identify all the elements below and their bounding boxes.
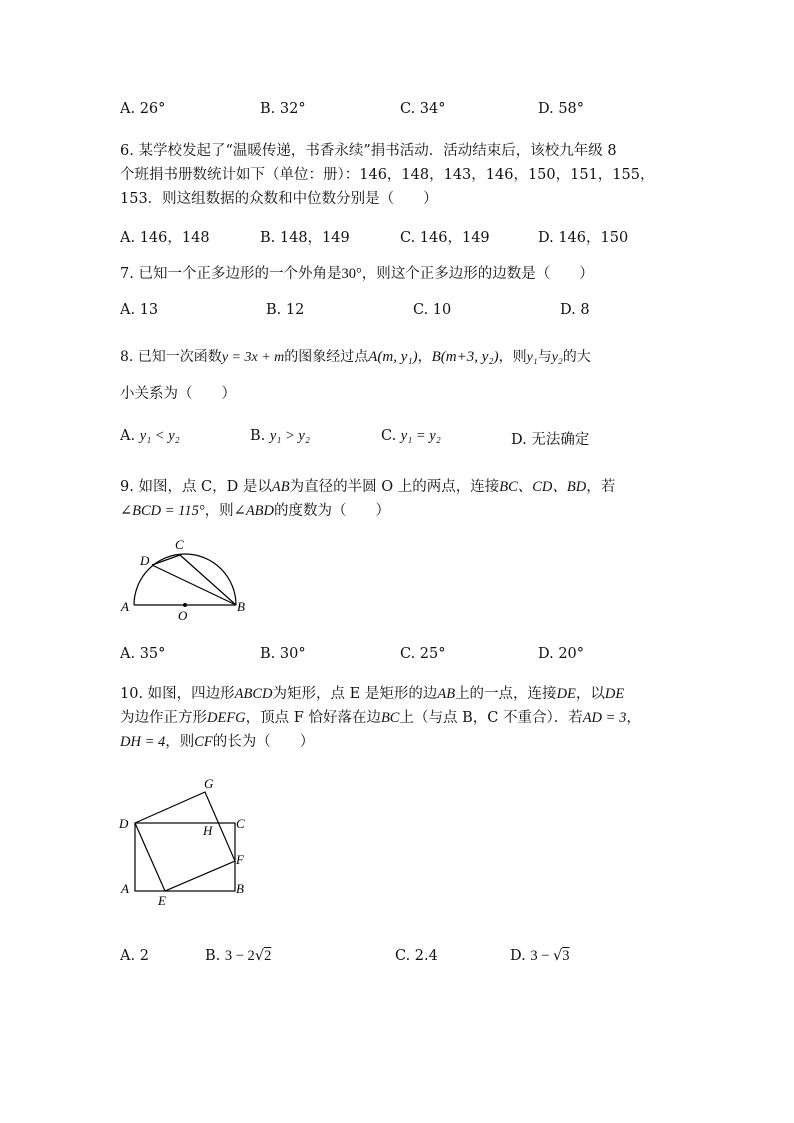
q8-line-2: 小关系为（ ） — [120, 386, 236, 402]
q8-point-a: A(m, y₁) — [368, 349, 418, 365]
q9-option-a: A. 35° — [120, 646, 166, 662]
q8-stem-end: 的大 — [562, 349, 591, 365]
q10-cf: CF — [194, 734, 213, 750]
q10-option-b-radicand: 2 — [264, 948, 272, 964]
q6-line-3: 153．则这组数据的众数和中位数分别是（ ） — [120, 191, 438, 207]
q9-stem-mid: 为直径的半圆 O 上的两点，连接 — [289, 479, 500, 495]
q10-option-c: C. 2.4 — [395, 948, 438, 964]
q7-stem-pre: 7. 已知一个正多边形的一个外角是 — [120, 266, 342, 282]
q8-point-b: B(m+3, y₂) — [431, 349, 499, 365]
q10-line-3 — [120, 730, 314, 751]
q10-label-d: D — [119, 816, 129, 831]
q9-label-a: A — [121, 599, 129, 614]
q8-option-b-label: B. — [250, 428, 266, 444]
q10-option-b-expr: 3 − 2 — [224, 948, 255, 964]
q10-l2-mid: ，顶点 F 恰好落在边 — [245, 710, 381, 726]
q9-option-c: C. 25° — [400, 646, 446, 662]
q10-l1-mid2: 上的一点，连接 — [455, 686, 557, 702]
q9-line2-post: ，则 — [204, 503, 234, 519]
q8-stem-mid2: ，则 — [498, 349, 527, 365]
q8-with: 与 — [537, 349, 552, 365]
q10-line-1 — [120, 682, 624, 703]
q6-option-a: A. 146，148 — [120, 230, 210, 246]
radical-sign-icon: √ — [553, 948, 563, 964]
q10-option-d-label: D. — [510, 948, 526, 964]
q10-label-c: C — [236, 816, 245, 831]
q6-line-2: 个班捐书册数统计如下（单位：册）：146，148，143，146，150，151，155， — [120, 167, 655, 183]
q7-option-b: B. 12 — [266, 302, 305, 318]
q6-option-c: C. 146，149 — [400, 230, 490, 246]
q5-option-d: D. 58° — [538, 101, 585, 117]
q8-option-a — [120, 428, 180, 445]
q10-l2-post: 上（与点 B，C 不重合）．若 — [399, 710, 583, 726]
q8-comma: ， — [417, 349, 432, 365]
q9-option-d: D. 20° — [538, 646, 585, 662]
q9-label-o: O — [178, 608, 188, 623]
q10-rectangle-square-figure — [112, 770, 272, 910]
q7-option-c: C. 10 — [413, 302, 452, 318]
q9-ab: AB — [271, 479, 290, 495]
q10-label-a: A — [121, 881, 129, 896]
q7-option-a: A. 13 — [120, 302, 159, 318]
q9-option-b: B. 30° — [260, 646, 306, 662]
q7-option-d: D. 8 — [560, 302, 590, 318]
q10-de-2: DE — [604, 686, 625, 702]
q10-l2-pre: 为边作正方形 — [120, 710, 207, 726]
q8-stem-mid: 的图象经过点 — [284, 349, 369, 365]
q9-label-d: D — [140, 553, 150, 568]
q9-segment-cd — [152, 555, 180, 565]
q8-option-b-expr: y₁ > y₂ — [269, 428, 310, 444]
q10-l1-pre: 10. 如图，四边形 — [120, 686, 235, 702]
q8-stem — [120, 346, 591, 366]
q10-ad: AD = 3 — [582, 710, 627, 726]
q10-label-g: G — [204, 776, 214, 791]
q10-de: DE — [556, 686, 576, 702]
q9-label-c: C — [175, 537, 184, 552]
q7-angle: 30° — [341, 266, 362, 282]
q9-semicircle-figure — [112, 532, 262, 626]
q9-angle-abd: ∠ABD — [233, 503, 275, 519]
q9-label-b: B — [237, 599, 245, 614]
q8-option-c-label: C. — [381, 428, 397, 444]
q7-stem — [120, 262, 594, 283]
q8-stem-pre: 8. 已知一次函数 — [120, 349, 222, 365]
q10-l2-end: ， — [626, 710, 641, 726]
q5-option-c: C. 34° — [400, 101, 446, 117]
q6-line-1: 6. 某学校发起了“温暖传递，书香永续”捐书活动．活动结束后，该校九年级 8 — [120, 143, 617, 159]
q10-l1-mid: 为矩形，点 E 是矩形的边 — [272, 686, 438, 702]
q10-option-d-expr: 3 − — [530, 948, 554, 964]
q8-y2: y₂ — [551, 350, 563, 365]
q10-l1-mid3: ，以 — [575, 686, 605, 702]
q10-option-d — [510, 948, 570, 965]
q5-option-a: A. 26° — [120, 101, 166, 117]
q10-label-b: B — [236, 881, 244, 896]
q9-angle-bcd: ∠BCD = 115° — [120, 503, 205, 519]
q8-y1: y₁ — [526, 350, 538, 365]
q7-stem-post: ，则这个正多边形的边数是（ ） — [361, 266, 594, 282]
q9-line-2 — [120, 499, 390, 520]
q8-option-c — [381, 428, 441, 445]
q10-option-d-radicand: 3 — [562, 948, 570, 964]
q8-option-c-expr: y₁ = y₂ — [400, 428, 441, 444]
q8-option-a-expr: y₁ < y₂ — [139, 428, 180, 444]
q9-segment-bc — [180, 555, 236, 605]
q10-label-f: F — [236, 852, 244, 867]
q10-option-b — [205, 948, 271, 965]
q10-abcd: ABCD — [234, 686, 273, 702]
q10-ab: AB — [437, 686, 456, 702]
q10-bc: BC — [380, 710, 400, 726]
q10-label-h: H — [203, 823, 213, 838]
q8-option-d: D. 无法确定 — [511, 432, 590, 448]
q10-dh: DH = 4 — [120, 734, 166, 750]
q5-option-b: B. 32° — [260, 101, 306, 117]
q10-option-b-label: B. — [205, 948, 221, 964]
q10-label-e: E — [158, 893, 166, 908]
q10-defg: DEFG — [207, 710, 246, 726]
q9-stem — [120, 475, 615, 496]
q8-option-a-label: A. — [120, 428, 136, 444]
q10-square-defg — [135, 792, 235, 891]
q9-stem-pre: 9. 如图，点 C，D 是以 — [120, 479, 272, 495]
q10-l3-mid: ，则 — [165, 734, 195, 750]
q8-function: y = 3x + m — [221, 350, 285, 365]
q9-segments: BC、CD、BD — [499, 479, 587, 495]
q10-line-2 — [120, 706, 641, 727]
q6-option-b: B. 148，149 — [260, 230, 350, 246]
radical-sign-icon: √ — [254, 948, 265, 964]
q10-l3-end: 的长为（ ） — [212, 734, 315, 750]
q8-option-b — [250, 428, 310, 445]
q9-stem-end: ，若 — [586, 479, 616, 495]
q10-option-a: A. 2 — [120, 948, 149, 964]
q9-center-point — [183, 603, 187, 607]
q9-line2-end: 的度数为（ ） — [274, 503, 391, 519]
q6-option-d: D. 146，150 — [538, 230, 629, 246]
